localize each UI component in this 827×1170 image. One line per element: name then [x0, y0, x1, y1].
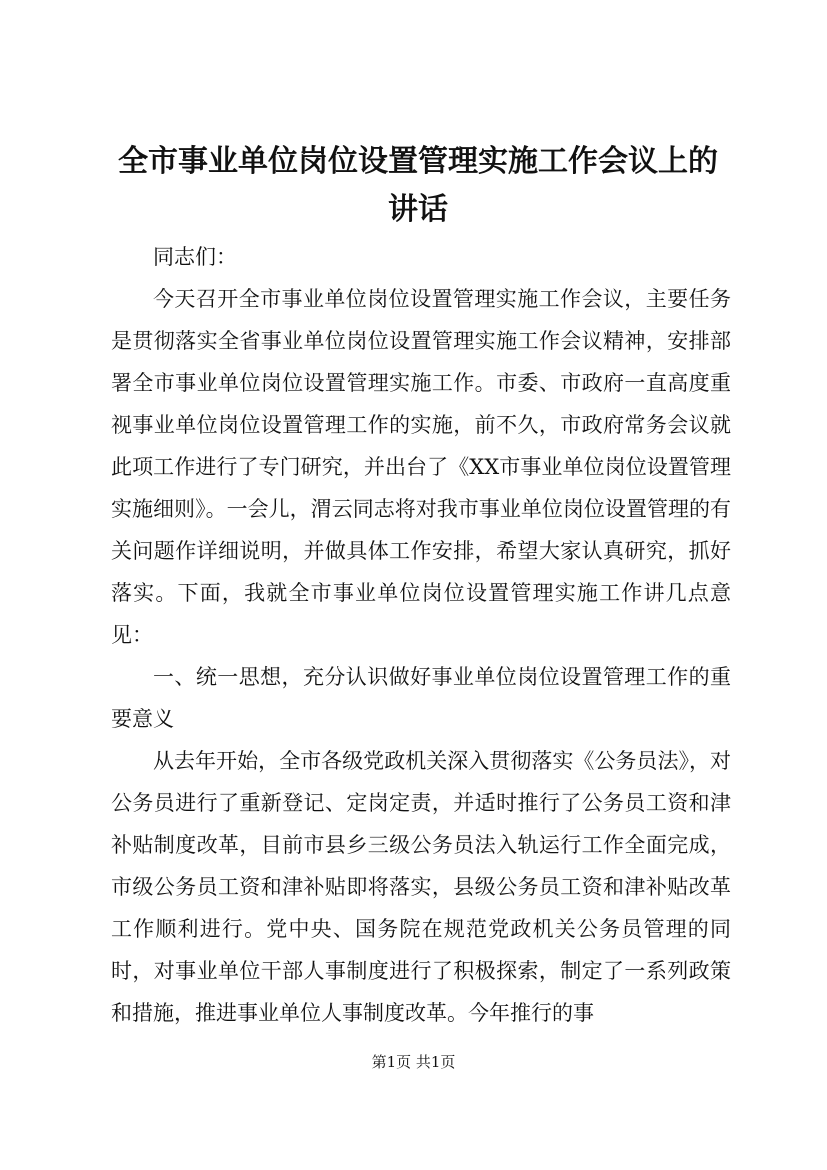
paragraph-intro: 今天召开全市事业单位岗位设置管理实施工作会议，主要任务是贯彻落实全省事业单位岗位设置管理实施工作会议精神，安排部署全市事业单位岗位设置管理实施工作。市委、市政府一直高度重视事业单位岗位设置管理工作的实施，前不久，市政府常务会议就此项工作进行了专门研究，并出台了《XX市事业单位岗位设置管理实施细则》。一会儿，渭云同志将对我市事业单位岗位设置管理的有关问题作详细说明，并做具体工作安排，希望大家认真研究，抓好落实。下面，我就全市事业单位岗位设置管理实施工作讲几点意见：: [111, 287, 731, 647]
salutation: 同志们：: [153, 245, 237, 269]
section-heading-1: 一、统一思想，充分认识做好事业单位岗位设置管理工作的重要意义: [111, 665, 731, 731]
page-footer: 第1页 共1页: [371, 1053, 456, 1071]
paragraph-section-1: 从去年开始，全市各级党政机关深入贯彻落实《公务员法》，对公务员进行了重新登记、定岗定责，并适时推行了公务员工资和津补贴制度改革，目前市县乡三级公务员法入轨运行工作全面完成，市级公务员工资和津补贴即将落实，县级公务员工资和津补贴改革工作顺利进行。党中央、国务院在规范党政机关公务员管理的同时，对事业单位干部人事制度进行了积极探索，制定了一系列政策和措施，推进事业单位人事制度改革。今年推行的事: [111, 749, 731, 1025]
document-title: 全市事业单位岗位设置管理实施工作会议上的讲话: [118, 144, 718, 227]
document-body: [111, 236, 731, 1034]
